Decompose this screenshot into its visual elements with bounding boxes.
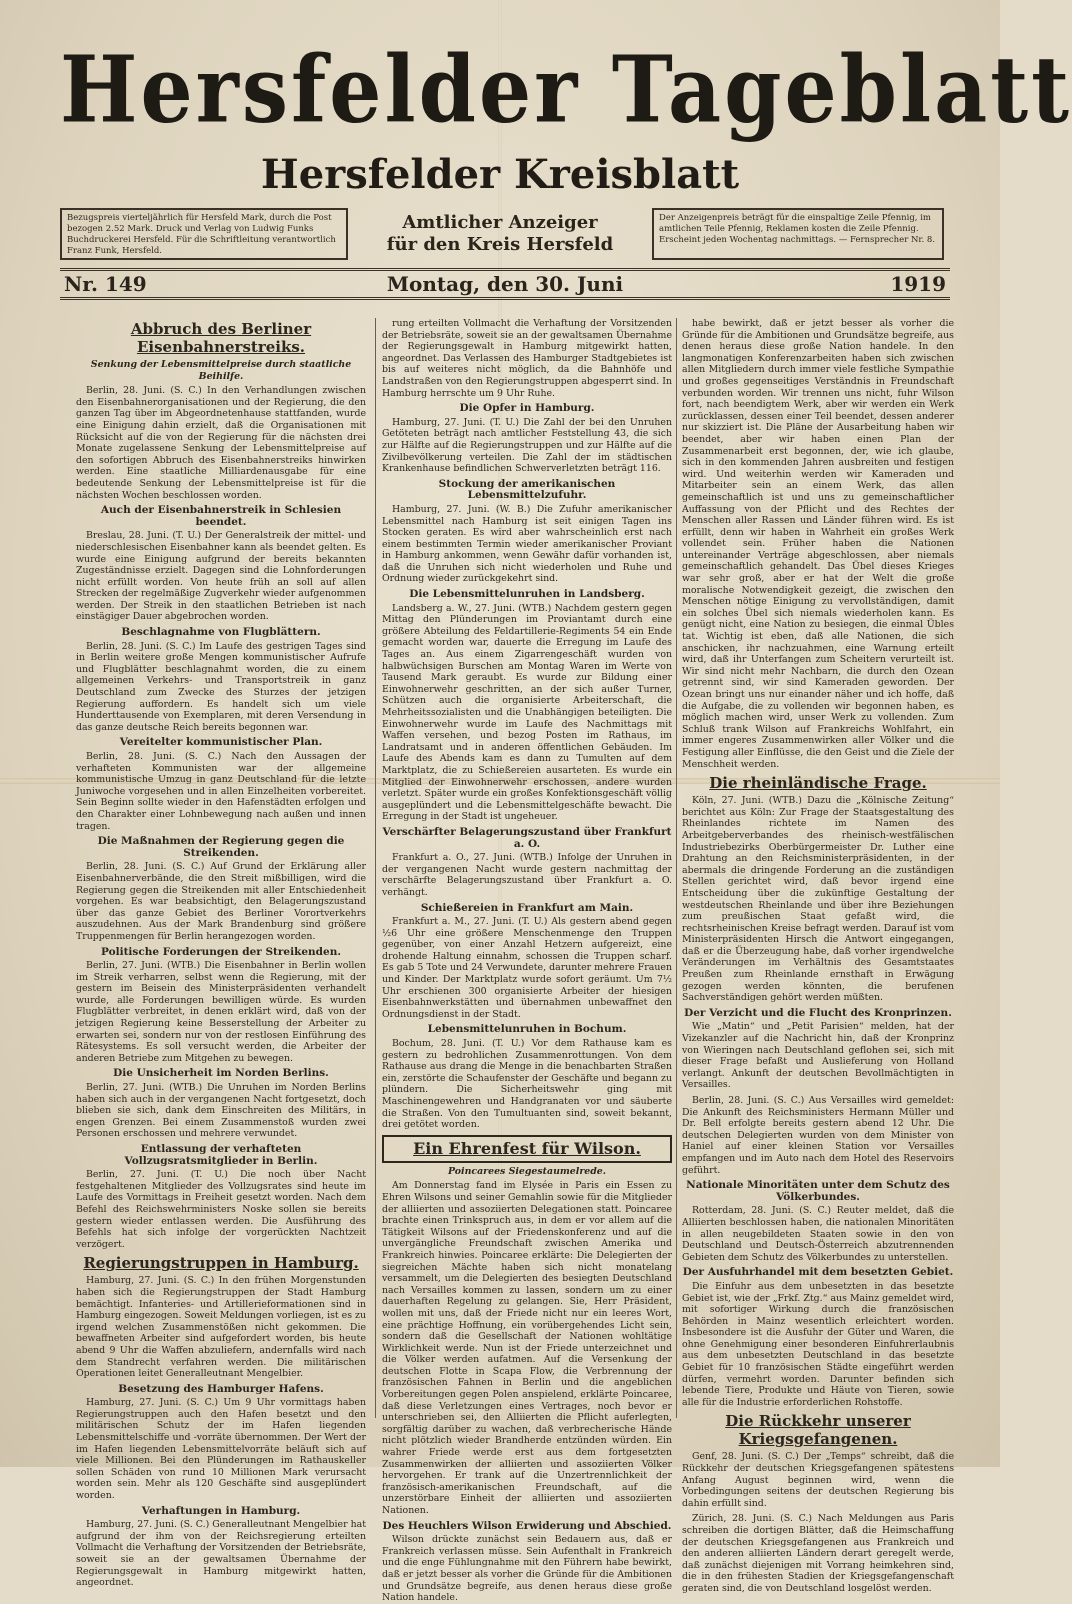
article-paragraph: Landsberg a. W., 27. Juni. (WTB.) Nachdem gestern gegen Mittag den Plünderungen im Proviantamt durch eine größere Abteilung des Feldartillerie-Regiments 54 ein Ende gemacht worden war, dauerte die Erregung im Laufe des Tages an. Aus einem Zigarrengeschäft wurden von halbwüchsigen Burschen am Montag Waren im Werte von Tausend Mark geraubt. Es wurde zur Bildung einer Einwohnerwehr geschritten, an der sich außer Turner, Schützen auch die organisierte Arbeiterschaft, die Mehrheitssozialisten und die Unabhängigen beteiligten. Die Einwohnerwehr wurde im Laufe des Nachmittags mit Waffen versehen, und bezog Posten im Rathaus, im Landratsamt und in anderen öffentlichen Gebäuden. Im Laufe des Abends kam es dann zu Tumulten auf dem Marktplatz, die zu Schießereien ausarteten. Es wurde ein Mitglied der Einwohnerwehr erschossen, andere wurden verletzt. Später wurde ein großes Konfektionsgeschäft völlig ausgeplündert und die Lebensmittelgeschäfte bewacht. Die Erregung in der Stadt ist ungeheuer. [382, 602, 672, 823]
article-headline: Der Verzicht und die Flucht des Kronprinzen. [684, 1006, 952, 1019]
article-paragraph: Bochum, 28. Juni. (T. U.) Vor dem Rathause kam es gestern zu bedrohlichen Zusammenrottungen. Von dem Rathause aus drang die Menge in die benachbarten Straßen ein, zerstörte die Schaufenster der Geschäfte und begann zu plündern. Die Sicherheitswehr ging mit Maschinengewehren und Handgranaten vor und säuberte die Straßen. Von den Tumultuanten sind, soweit bekannt, drei getötet worden. [382, 1038, 672, 1131]
article-headline: Des Heuchlers Wilson Erwiderung und Abschied. [382, 1519, 672, 1532]
column-rule-2 [676, 318, 677, 1418]
issue-number: Nr. 149 [64, 272, 147, 296]
official-line-2: für den Kreis Hersfeld [386, 234, 614, 255]
article-paragraph: Frankfurt a. O., 27. Juni. (WTB.) Infolge der Unruhen in der vergangenen Nacht wurde gestern nachmittag der verschärfte Belagerungszustand über Frankfurt a. O. verhängt. [382, 852, 672, 898]
article-headline: Die Opfer in Hamburg. [459, 402, 595, 415]
article-headline: Die rheinländische Frage. [709, 774, 927, 793]
issue-year: 1919 [890, 272, 946, 296]
column-3 [682, 318, 954, 1594]
article-paragraph: Berlin, 27. Juni. (WTB.) Die Eisenbahner in Berlin wollen im Streik verharren, selbst wenn die Regierung, mit der gestern im Beisein des Ministerpräsidenten verhandelt wurde, alle Forderungen bewilligen würde. Es wurden Flugblätter verbreitet, in denen erklärt wird, daß von der jetzigen Regierung keine Besserstellung der Arbeiter zu erwarten sei, sondern nur von der restlosen Einführung des Rätesystems. Es soll versucht werden, die Arbeiter der anderen Betriebe zum Mitgehen zu bewegen. [76, 960, 366, 1064]
article-headline: Regierungstruppen in Hamburg. [83, 1254, 359, 1273]
article-headline: Vereitelter kommunistischer Plan. [119, 736, 323, 749]
article-paragraph: Berlin, 28. Juni. (S. C.) Auf Grund der Erklärung aller Eisenbahnerverbände, die den Streit mißbilligen, wird die Regierung gegen die Streikenden mit aller Entschiedenheit vorgehen. Es war beabsichtigt, den Belagerungszustand über das ganze Gebiet des Berliner Vorortverkehrs auszudehnen. Aus der Mark Brandenburg sind größere Truppenmengen für Berlin herangezogen worden. [76, 861, 366, 942]
article-headline: Der Ausfuhrhandel mit dem besetzten Gebiet. [682, 1266, 954, 1279]
article-headline: Die Unsicherheit im Norden Berlins. [113, 1067, 329, 1080]
article-headline: Die Maßnahmen der Regierung gegen die Streikenden. [97, 835, 345, 859]
article-subheadline: Poincarees Siegestaumelrede. [447, 1165, 607, 1177]
article-paragraph: Berlin, 27. Juni. (T. U.) Die noch über Nacht festgehaltenen Mitglieder des Vollzugsrates sind heute im Laufe des Vormittags in Freiheit gesetzt worden. Nach dem Befehl des Reichswehrministers Noske sollen sie bereits gestern wieder entlassen werden. Die Ausführung des Befehls hat sich infolge der vorgerückten Nachtzeit verzögert. [76, 1169, 366, 1250]
article-paragraph: Berlin, 27. Juni. (WTB.) Die Unruhen im Norden Berlins haben sich auch in der vergangenen Nacht fortgesetzt, doch blieben sie sich, dank dem Einschreiten des Militärs, in engen Grenzen. Bei einem Zusammenstoß wurden zwei Personen erschossen und mehrere verwundet. [76, 1082, 366, 1140]
article-headline: Schießereien in Frankfurt am Main. [420, 901, 634, 914]
article-headline: Die Lebensmittelunruhen in Landsberg. [409, 588, 645, 601]
article-headline: Besetzung des Hamburger Hafens. [118, 1382, 324, 1395]
article-headline: Verschärfter Belagerungszustand über Frankfurt a. O. [382, 825, 672, 850]
article-paragraph: Die Einfuhr aus dem unbesetzten in das besetzte Gebiet ist, wie der „Frkf. Ztg.“ aus Mainz gemeldet wird, mit sofortiger Wirkung durch die französischen Behörden in Mainz wesentlich erleichtert worden. Insbesondere ist die Ausfuhr der Güter und Waren, die ohne Genehmigung einer besonderen Einfuhrerlaubnis aus dem unbesetzten Deutschland in das besetzte Gebiet für 10 französischen Städte eingeführt werden dürfen, vermehrt worden. Darunter befinden sich lebende Tiere, Produkte und Häute von Tieren, sowie alle für die Industrie erforderlichen Rohstoffe. [682, 1280, 954, 1408]
article-paragraph: Berlin, 28. Juni. (S. C.) In den Verhandlungen zwischen den Eisenbahnerorganisationen und der Regierung, die den ganzen Tag über im Abgeordnetenhause stattfanden, wurde eine Einigung dahin erzielt, daß die Organisationen mit Rücksicht auf die von der Regierung für die nächsten drei Monate zugelassene Senkung der Lebensmittelpreise auf den sofortigen Abbruch des Eisenbahnerstreiks hinwirken werden. Eine staatliche Milliardenausgabe für eine bedeutende Senkung der Lebensmittelpreise ist für die nächsten Wochen beschlossen worden. [76, 385, 366, 501]
article-headline: Lebensmittelunruhen in Bochum. [427, 1023, 627, 1036]
column-rule-1 [375, 318, 376, 1418]
article-paragraph: Hamburg, 27. Juni. (W. B.) Die Zufuhr amerikanischer Lebensmittel nach Hamburg ist seit einigen Tagen ins Stocken geraten. Es wird aber wahrscheinlich erst nach einem bestimmten Termin wieder amerikanischer Proviant in Hamburg ankommen, wenn Gewähr dafür vorhanden ist, daß die Unruhen sich nicht wiederholen und Ruhe und Ordnung wieder zurückgekehrt sind. [382, 503, 672, 585]
article-paragraph: Wilson drückte zunächst sein Bedauern aus, daß er Frankreich verlassen müsse. Sein Aufenthalt in Frankreich und die enge Fühlungnahme mit den Führern habe bewirkt, daß er jetzt besser als vorher die Gründe für die Ambitionen und Grundsätze begreife, aus denen heraus diese große Nation handele. [382, 1534, 672, 1604]
article-paragraph: Hamburg, 27. Juni. (S. C.) In den frühen Morgenstunden haben sich die Regierungstruppen der Stadt Hamburg bemächtigt. Infanteries- und Artillerieformationen sind in Hamburg eingezogen. Soweit Meldungen vorliegen, ist es zu irgend welchen Zusammenstößen nicht gekommen. Die bewaffneten Arbeiter sind aufgefordert worden, bis heute abend 9 Uhr die Waffen abzuliefern, andernfalls wird nach dem Standrecht verfahren werden. Die militärischen Operationen leitet Generalleutnant Mengelbier. [76, 1275, 366, 1380]
article-headline: Beschlagnahme von Flugblättern. [121, 626, 321, 639]
article-paragraph: Hamburg, 27. Juni. (T. U.) Die Zahl der bei den Unruhen Getöteten beträgt nach amtlicher Feststellung 43, die sich zur Hälfte auf die Regierungstruppen und zur Hälfte auf die Zivilbevölkerung verteilen. Die Zahl der im städtischen Krankenhause befindlichen Schwerverletzten beträgt 116. [382, 416, 672, 475]
column-1 [76, 318, 366, 1589]
article-headline: Verhaftungen in Hamburg. [141, 1504, 301, 1517]
column-2 [382, 318, 672, 1604]
article-paragraph: Zürich, 28. Juni. (S. C.) Nach Meldungen aus Paris schreiben die dortigen Blätter, daß die Heimschaffung der deutschen Kriegsgefangenen aus Frankreich und den anderen alliierten Ländern derart geregelt werde, daß zunächst diejenigen mit Vorrang heimkehren sind, die in den frühesten Stadien der Kriegsgefangenschaft geraten sind, die von Deutschland losgelöst werden. [682, 1513, 954, 1594]
article-paragraph: Berlin, 28. Juni. (S. C.) Nach den Aussagen der verhafteten Kommunisten war der allgemeine kommunistische Umzug in ganz Deutschland für die letzte Juniwoche vorgesehen und in allen Einzelheiten vorbereitet. Sein Beginn sollte wieder in den Hafenstädten erfolgen und den Charakter einer Lohnbewegung nach außen und innen tragen. [76, 751, 366, 832]
official-line-1: Amtlicher Anzeiger [402, 212, 598, 233]
article-headline: Die Rückkehr unserer Kriegsgefangenen. [725, 1412, 911, 1449]
article-paragraph: habe bewirkt, daß er jetzt besser als vorher die Gründe für die Ambitionen und Grundsätze begreife, aus denen heraus diese große Nation handele. In den langmonatigen Konferenzarbeiten haben sich zwischen allen Mitgliedern durch immer viele festliche Sympathie und großes gegenseitiges Verständnis in Freundschaft verbunden worden. Wir trennen uns nicht, fuhr Wilson fort, nach beendigtem Werk, aber wir werden ein Werk zurücklassen, dessen einer Teil beendet, dessen anderer nur skizziert ist. Die Pläne der Ausarbeitung haben wir beendet, aber wir haben einen Plan der Zusammenarbeit erst begonnen, der, wie ich glaube, sich in den kommenden Jahren ausbreiten und festigen wird. Und weiterhin werden wir Kameraden und Mitarbeiter sein an einem Werk, das allen gemeinschaftlich ist und uns zu gemeinschaftlicher Auffassung von der Pflicht und des Rechtes der Menschen aller Rassen und Länder führen wird. Es ist erfüllt, denn wir haben in Wahrheit ein großes Werk vollendet sein. Früher haben die Nationen untereinander Verträge abgeschlossen, aber niemals gemeinschaftlich gehandelt. Das Übel dieses Krieges war sehr groß, aber er hat der Welt die große moralische Notwendigkeit gezeigt, die zwischen den Menschen nötige Einigung zu vervollständigen, damit ein solches Übel sich niemals wiederholen kann. Es genügt nicht, eine Nation zu besiegen, die einmal Übles tat. Wichtig ist eben, daß alle Nationen, die sich anschicken, ihr nachzuahmen, eine Warnung erteilt wird, daß ihr Unterfangen zum Scheitern verurteilt ist. Wir sind nicht mehr Nachbarn, die durch den Ozean getrennt sind, wir sind Kameraden geworden. Der Ozean bringt uns nur einander näher und ich hoffe, daß die Aufgabe, die zu vollenden wir begonnen haben, es möglich machen wird, unser Werk zu vollenden. Zum Schluß trank Wilson auf Frankreichs Wohlfahrt, ein immer engeres Zusammenwirken aller Völker und die Festigung aller Einflüsse, die den Geist und die Ziele der Menschheit werden. [682, 318, 954, 770]
article-headline: Abbruch des Berliner Eisenbahnerstreiks. [130, 320, 312, 356]
article-paragraph: Wie „Matin“ und „Petit Parisien“ melden, hat der Vizekanzler auf die Nachricht hin, daß der Kronprinz von Wieringen nach Deutschland geflohen sei, sich mit dieser Frage befaßt und Auslieferung von Holland verlangt. Ankunft der deutschen Bevollmächtigten in Versailles. [682, 1021, 954, 1091]
article-headline: Stockung der amerikanischen Lebensmittelzufuhr. [438, 477, 616, 502]
official-gazette-label [360, 212, 640, 262]
article-headline: Nationale Minoritäten unter dem Schutz des Völkerbundes. [686, 1179, 950, 1203]
article-paragraph: Hamburg, 27. Juni. (S. C.) Generalleutnant Mengelbier hat aufgrund der ihm von der Reichsregierung erteilten Vollmacht die Verhaftung der Vorsitzenden der Betriebsräte, soweit sie an der gewaltsamen Übernahme der Regierungsgewalt in Hamburg mitgewirkt hatten, angeordnet. [76, 1519, 366, 1589]
article-paragraph: Frankfurt a. M., 27. Juni. (T. U.) Als gestern abend gegen ½6 Uhr eine größere Menschenmenge den Truppen gegenüber, von einer Anzahl Hetzern aufgereizt, eine drohende Haltung einnahm, schossen die Truppen scharf. Es gab 5 Tote und 24 Verwundete, darunter mehrere Frauen und Kinder. Der Marktplatz wurde sofort geräumt. Um 7½ Uhr erschienen 300 organisierte Arbeiter der hiesigen Eisenbahnwerkstätten und übernahmen unbewaffnet den Ordnungsdienst in der Stadt. [382, 916, 672, 1020]
subscription-info-box: Bezugspreis vierteljährlich für Hersfeld Mark, durch die Post bezogen 2.52 Mark. Druck und Verlag von Ludwig Funks Buchdruckerei Hersfeld. Für die Schriftleitung verantwortlich Franz Funk, Hersfeld. [60, 208, 348, 260]
advertising-info-box: Der Anzeigenpreis beträgt für die einspaltige Zeile Pfennig, im amtlichen Teile Pfennig, Reklamen kosten die Zeile Pfennig. Erscheint jeden Wochentag nachmittags. — Fernsprecher Nr. 8. [652, 208, 944, 260]
article-subheadline: Senkung der Lebensmittelpreise durch staatliche Beihilfe. [90, 359, 352, 382]
article-headline: Entlassung der verhafteten Vollzugsratsmitglieder in Berlin. [124, 1143, 318, 1167]
article-paragraph: Breslau, 28. Juni. (T. U.) Der Generalstreik der mittel- und niederschlesischen Eisenbahner kann als beendet gelten. Es wurde eine Einigung aufgrund der bereits bekannten Zugeständnisse erzielt. Dagegen sind die Lohnforderungen nicht erfüllt worden. Von heute früh an soll auf allen Strecken der regelmäßige Zugverkehr wieder aufgenommen werden. Der Streik in den staatlichen Betrieben ist nach einstägiger Dauer abgebrochen worden. [76, 530, 366, 623]
article-headline: Politische Forderungen der Streikenden. [100, 945, 341, 958]
article-headline: Ein Ehrenfest für Wilson. [382, 1135, 672, 1163]
article-paragraph: Rotterdam, 28. Juni. (S. C.) Reuter meldet, daß die Alliierten beschlossen haben, die nationalen Minoritäten in allen neugebildeten Staaten sowie in den von Deutschland und Deutsch-Österreich abzutrennenden Gebieten dem Schutz des Völkerbundes zu unterstellen. [682, 1205, 954, 1263]
article-paragraph: Köln, 27. Juni. (WTB.) Dazu die „Kölnische Zeitung“ berichtet aus Köln: Zur Frage der Staatsgestaltung des Rheinlandes richtete im Namen des Arbeitgeberverbandes des rheinisch-westfälischen Industriebezirks Oberbürgermeister Dr. Luther eine Drahtung an den Reichsministerpräsidenten, in der abermals die dringende Forderung an die zuständigen Stellen gerichtet wird, daß bevor irgend eine Entscheidung über die zukünftige Gestaltung der westdeutschen Rheinlande und über ihre Beziehungen zum preußischen Staat gefaßt wird, die rechtsrheinischen Kreise befragt werden. Darauf ist vom Ministerpräsidenten Hirsch die Antwort eingegangen, daß er die Überzeugung habe, daß vorher irgendwelche Veränderungen im Verhältnis des Gesamtstaates Preußen zum Rheinlande ernsthaft in Erwägung gezogen werden könnten, die berufenen Sachverständigen gehört werden müßten. [682, 795, 954, 1004]
masthead-subtitle: Hersfelder Kreisblatt [260, 151, 740, 198]
issue-date: Montag, den 30. Juni [386, 272, 624, 296]
article-headline: Auch der Eisenbahnerstreik in Schlesien beendet. [100, 504, 342, 528]
article-paragraph: Hamburg, 27. Juni. (S. C.) Um 9 Uhr vormittags haben Regierungstruppen auch den Hafen besetzt und den militärischen Schutz der im Hafen liegenden Lebensmittelschiffe und -vorräte übernommen. Der Wert der im Hafen liegenden Lebensmittelvorräte beläuft sich auf viele Millionen. Bei den Plünderungen im Rathauskeller sollen Schäden von rund 10 Millionen Mark verursacht worden sein. Mehr als 120 Geschäfte sind ausgeplündert worden. [76, 1397, 366, 1502]
article-paragraph: Berlin, 28. Juni. (S. C.) Im Laufe des gestrigen Tages sind in Berlin weitere große Mengen kommunistischer Aufrufe und Flugblätter beschlagnahmt worden, die zu einem allgemeinen Verkehrs- und Transportstreik in ganz Deutschland zum Zwecke des Sturzes der jetzigen Regierung auffordern. Es handelt sich um viele Hunderttausende von Exemplaren, mit deren Versendung in das ganze deutsche Reich bereits begonnen war. [76, 640, 366, 733]
article-paragraph: Genf, 28. Juni. (S. C.) Der „Temps“ schreibt, daß die Rückkehr der deutschen Kriegsgefangenen spätestens Anfang August beginnen wird, wenn die Vorbedingungen seitens der deutschen Regierung bis dahin erfüllt sind. [682, 1451, 954, 1509]
article-paragraph: Am Donnerstag fand im Elysée in Paris ein Essen zu Ehren Wilsons und seiner Gemahlin sowie für die Mitglieder der alliierten und assoziierten Delegationen statt. Poincaree brachte einen Trinkspruch aus, in dem er vor allem auf die Tätigkeit Wilsons auf der Friedenskonferenz und auf die unvergängliche Freundschaft zwischen Amerika und Frankreich hinwies. Poincaree erklärte: Die Delegierten der siegreichen Mächte haben sich nicht monatelang versammelt, um die Delegierten des besiegten Deutschland nach Versailles kommen zu lassen, sondern um zu einer dauerhaften Regelung zu gelangen. Sie, Herr Präsident, wollen mit uns, daß der Friede nicht nur ein leeres Wort, eine prächtige Hoffnung, ein vorübergehendes Licht sein, sondern daß die Gesellschaft der Nationen wohltätige Wirklichkeit werde. Nun ist der Friede unterzeichnet und die Völker werden aufatmen. Auf die Versenkung der deutschen Flotte in Scapa Flow, die Verbrennung der französischen Fahnen in Berlin und die angeblichen Vorbereitungen gegen Polen anspielend, erklärte Poincaree, daß diese Verletzungen eines Vertrages, noch bevor er unterschrieben sei, den Alliierten die Pflicht auferlegten, sorgfältig darüber zu wachen, daß verbrecherische Hände nicht plötzlich wieder Brandherde entzünden würden. Ein wahrer Friede werde erst aus dem fortgesetzten Zusammenwirken der alliierten und assoziierten Völker hervorgehen. Er trank auf die Unzertrennlichkeit der französisch-amerikanischen Freundschaft, auf die unzerstörbare Einheit der alliierten und assoziierten Nationen. [382, 1180, 672, 1516]
article-paragraph: Berlin, 28. Juni. (S. C.) Aus Versailles wird gemeldet: Die Ankunft des Reichsministers Hermann Müller und Dr. Bell erfolgte bereits gestern abend 12 Uhr. Die deutschen Delegierten wurden von dem Minister von Haniel auf einer kleinen Station vor Versailles empfangen und im Auto nach dem Hotel des Reservoirs geführt. [682, 1095, 954, 1176]
article-paragraph: rung erteilten Vollmacht die Verhaftung der Vorsitzenden der Betriebsräte, soweit sie an der gewaltsamen Übernahme der Regierungsgewalt in Hamburg mitgewirkt hatten, angeordnet. Das Verlassen des Hamburger Stadtgebietes ist bis auf weiteres nicht möglich, da die Bahnhöfe und Landstraßen von den Regierungstruppen abgesperrt sind. In Hamburg herrschte um 9 Uhr Ruhe. [382, 318, 672, 399]
masthead-title: Hersfelder Tageblatt [60, 36, 1072, 144]
dateline-bar [60, 268, 950, 300]
